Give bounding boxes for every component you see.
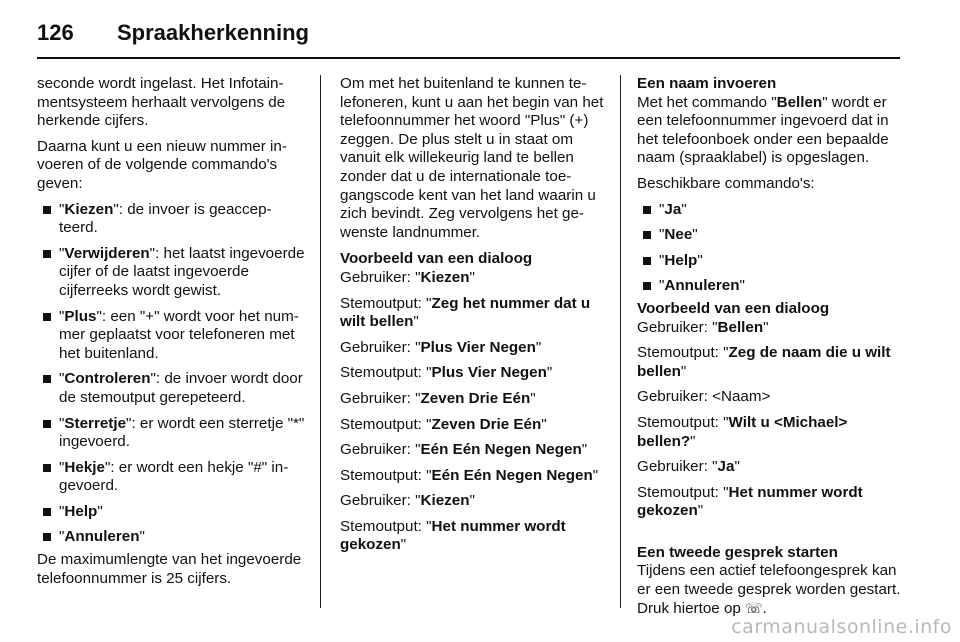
list-item: "Help"	[37, 503, 305, 522]
dialog-line: Stemoutput: "Plus Vier Negen"	[340, 364, 553, 382]
col1-para2: Daarna kunt u een nieuw nummer invoeren of de volgende commando's geven:	[37, 137, 287, 192]
dialog-line: Gebruiker: "Kiezen"	[340, 268, 475, 286]
list-item: "Hekje": er wordt een hekje "#" ingevoerd.	[37, 459, 305, 496]
column-2	[340, 75, 605, 562]
col1-intro: seconde wordt ingelast. Het Infotainmentsysteem herhaalt vervolgens de herkende cijfers.	[37, 75, 286, 130]
command-list	[37, 201, 305, 548]
col1-outro: De maximumlengte van het ingevoerde telefoonnummer is 25 cijfers.	[37, 551, 302, 587]
dialog-heading: Voorbeeld van een dialoog	[637, 299, 830, 317]
column-1	[37, 75, 305, 595]
list-item: "Verwijderen": het laatst ingevoerde cijfer of de laatst ingevoerde cijferreeks wordt gewist.	[37, 245, 305, 301]
dialog-line: Gebruiker: "Eén Eén Negen Negen"	[340, 441, 588, 459]
page-number: 126	[37, 20, 74, 45]
column-3	[637, 75, 907, 625]
page-header	[37, 18, 923, 58]
col3-avail: Beschikbare commando's:	[637, 174, 815, 192]
dialog-line: Stemoutput: "Eén Eén Negen Negen"	[340, 466, 599, 484]
dialog-heading: Voorbeeld van een dialoog	[340, 250, 533, 268]
dialog-line: Gebruiker: "Kiezen"	[340, 492, 475, 510]
col3-para1: Met het commando "Bellen" wordt er een telefoonnummer ingevoerd dat in het telefoonboek onder een bepaalde naam (spraaklabel) is opgeslagen.	[637, 93, 889, 167]
dialog-line: Stemoutput: "Het nummer wordt gekozen"	[340, 517, 566, 554]
list-item: "Sterretje": er wordt een sterretje "*" ingevoerd.	[37, 415, 305, 452]
col3-para2: Tijdens een actief telefoongesprek kan er een tweede gesprek worden gestart. Druk hiertoe op ☏.	[637, 562, 901, 617]
column-divider-1	[320, 75, 321, 608]
list-item: "Kiezen": de invoer is geaccepteerd.	[37, 201, 305, 238]
dialog-line: Stemoutput: "Het nummer wordt gekozen"	[637, 483, 863, 520]
list-item: "Annuleren"	[37, 528, 305, 547]
col2-intro: Om met het buitenland te kunnen telefoneren, kunt u aan het begin van het telefoonnummer het woord "Plus" (+) zeggen. De plus stelt u in staat om vanuit elk willekeurig land te bellen zonder dat u de internationale toegangscode kent van het land waarin u zich bevindt. Zeg vervolgens het gewenste landnummer.	[340, 75, 604, 241]
column-divider-2	[620, 75, 621, 608]
watermark: carmanualsonline.info	[731, 616, 952, 638]
dialog-line: Gebruiker: <Naam>	[637, 388, 771, 406]
list-item: "Ja"	[637, 201, 907, 220]
dialog-line: Gebruiker: "Plus Vier Negen"	[340, 338, 542, 356]
phone-icon: ☏	[745, 600, 763, 617]
command-list	[637, 201, 907, 296]
dialog-line: Stemoutput: "Zeven Drie Eén"	[340, 415, 547, 433]
dialog-line: Gebruiker: "Zeven Drie Eén"	[340, 389, 536, 407]
section-heading: Een naam invoeren	[637, 75, 777, 92]
header-divider	[37, 57, 900, 59]
section-heading: Een tweede gesprek starten	[637, 543, 838, 561]
list-item: "Nee"	[637, 226, 907, 245]
dialog-line: Gebruiker: "Ja"	[637, 458, 740, 476]
dialog-line: Stemoutput: "Zeg de naam die u wilt bellen"	[637, 344, 891, 380]
list-item: "Plus": een "+" wordt voor het nummer geplaatst voor telefoneren met het buitenland.	[37, 308, 305, 364]
page-title: Spraakherkenning	[117, 20, 309, 45]
dialog-line: Stemoutput: "Wilt u <Michael> bellen?"	[637, 413, 848, 450]
list-item: "Annuleren"	[637, 277, 907, 296]
dialog-line: Stemoutput: "Zeg het nummer dat u wilt bellen"	[340, 294, 591, 331]
list-item: "Help"	[637, 252, 907, 271]
dialog-line: Gebruiker: "Bellen"	[637, 318, 769, 336]
list-item: "Controleren": de invoer wordt door de stemoutput gerepeteerd.	[37, 370, 305, 407]
